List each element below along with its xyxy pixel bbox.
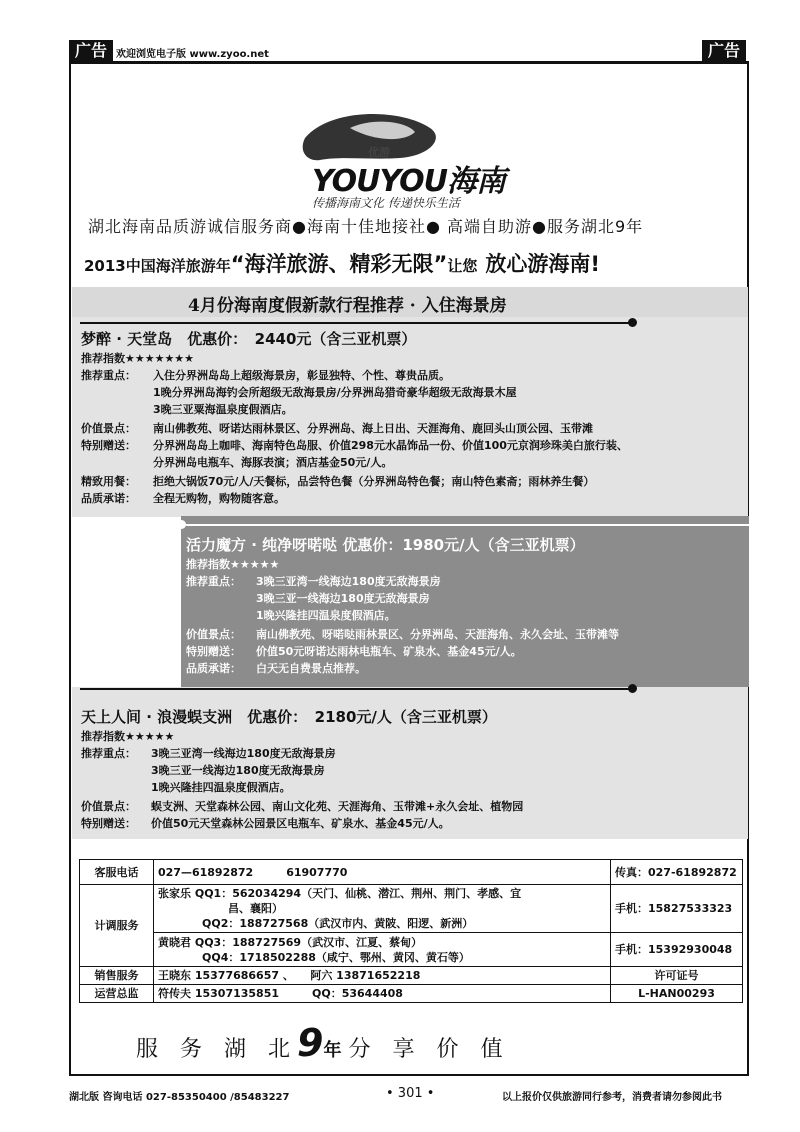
footer-slogan-unit: 年 [323, 1040, 342, 1061]
logo-slogan: 传播海南文化 传递快乐生活 [312, 196, 460, 210]
package-1-promise-label: 品质承诺： [81, 492, 136, 505]
package-3-gift-1: 价值50元天堂森林公园景区电瓶车、矿泉水、基金45元/人。 [151, 817, 450, 830]
ad-tag-left: 广告 [69, 40, 113, 62]
footer-slogan-a: 服 务 湖 北 [136, 1037, 291, 1062]
package-1-title: 梦醉 · 天堂岛 优惠价： 2440元（含三亚机票） [81, 330, 417, 348]
package-3-rule [80, 688, 630, 690]
service-phones: 027—61892872 61907770 [154, 860, 611, 885]
sales: 王晓东 15377686657 、 阿六 13871652218 [154, 967, 611, 985]
package-3-gift-label: 特别赠送： [81, 817, 136, 830]
package-3-dot-icon [628, 684, 637, 693]
package-3-value-label: 价值景点： [81, 800, 136, 813]
agent-1-qq2: QQ2：188727568（武汉市内、黄陂、阳逻、新洲） [202, 917, 474, 930]
package-2-focus-3: 1晚兴隆挂四温泉度假酒店。 [256, 609, 396, 622]
ops-label: 运营总监 [80, 985, 154, 1003]
package-1-value-label: 价值景点： [81, 422, 136, 435]
agent-1-name: 张家乐 [158, 887, 191, 900]
package-1-gift-2: 分界洲岛电瓶车、海豚表演；酒店基金50元/人。 [153, 456, 393, 469]
headline-strong: 放心游海南! [485, 252, 600, 276]
package-2-promise-label: 品质承诺： [186, 662, 241, 675]
rating-label: 推荐指数 [186, 558, 230, 571]
footer-slogan-b: 分 享 价 值 [348, 1037, 503, 1062]
ad-tag-right: 广告 [702, 40, 746, 62]
license-number: L-HAN00293 [611, 985, 743, 1003]
agent-2-name: 黄晓君 [158, 935, 191, 949]
service-label: 客服电话 [80, 860, 154, 885]
agent-1 [154, 885, 611, 933]
package-2-focus-1: 3晚三亚湾一线海边180度无敌海景房 [256, 575, 441, 588]
package-3-focus-3: 1晚兴隆挂四温泉度假酒店。 [151, 781, 291, 794]
page-number: • 301 • [386, 1086, 435, 1101]
logo-small-text: 优游 [368, 146, 390, 159]
rating-label: 推荐指数 [81, 352, 125, 365]
package-2-promise: 白天无自费景点推荐。 [256, 662, 366, 675]
ops: 符传夫 15307135851 QQ：53644408 [154, 985, 611, 1003]
logo-brand: YOUYOU海南 [312, 164, 506, 199]
stars-icon: ★★★★★ [230, 558, 280, 571]
package-2-focus-2: 3晚三亚一线海边180度无敌海景房 [256, 592, 430, 605]
agent-1-qq1-cont: 昌、襄阳） [228, 902, 283, 915]
bottom-left: 湖北版 咨询电话 027-85350400 /85483227 [69, 1092, 290, 1103]
package-1-rating [81, 350, 194, 367]
agent-2-qq4: QQ4：1718502288（咸宁、鄂州、黄冈、黄石等） [202, 950, 470, 964]
package-3-focus-label: 推荐重点： [81, 747, 136, 760]
package-1-dot-icon [628, 318, 637, 327]
stars-icon: ★★★★★★★ [125, 352, 195, 365]
package-2-gift-1: 价值50元呀诺达雨林电瓶车、矿泉水、基金45元/人。 [256, 645, 522, 658]
package-2-value-label: 价值景点： [186, 628, 241, 641]
package-2-rule [186, 524, 749, 526]
sales-label: 销售服务 [80, 967, 154, 985]
fax: 传真：027-61892872 [611, 860, 743, 885]
bottom-right: 以上报价仅供旅游同行参考，消费者请勿参阅此书 [502, 1092, 722, 1103]
package-1-focus-3: 3晚三亚粟海温泉度假酒店。 [153, 403, 293, 416]
package-3-rating [81, 728, 174, 745]
package-1-focus-label: 推荐重点： [81, 369, 136, 382]
agent-1-mobile: 手机：15827533323 [611, 885, 743, 933]
section-title: 4月份海南度假新款行程推荐 · 入住海景房 [188, 296, 507, 316]
logo [290, 108, 530, 208]
headline-mid: 让您 [447, 257, 478, 275]
license-label: 许可证号 [611, 967, 743, 985]
package-1-value: 南山佛教苑、呀诺达雨林景区、分界洲岛、海上日出、天涯海角、鹿回头山顶公园、玉带滩 [153, 422, 593, 435]
package-1-focus-2: 1晚分界洲岛海钓会所超级无敌海景房/分界洲岛猎奇豪华超级无敌海景木屋 [153, 386, 517, 399]
package-2-title: 活力魔方 · 纯净呀喏哒 优惠价：1980元/人（含三亚机票） [186, 536, 585, 554]
agent-2-qq3: QQ3：188727569（武汉市、江夏、蔡甸） [194, 935, 423, 949]
package-1-meal: 拒绝大锅饭70元/人/天餐标，品尝特色餐（分界洲岛特色餐；南山特色素斋；雨林养生餐） [153, 475, 595, 488]
headline-quote: “海洋旅游、精彩无限” [230, 252, 448, 276]
headline [84, 248, 600, 278]
package-3-value: 蜈支洲、天堂森林公园、南山文化苑、天涯海角、玉带滩+永久会址、植物园 [151, 800, 524, 813]
package-1-gift-label: 特别赠送： [81, 439, 136, 452]
package-3-focus-2: 3晚三亚一线海边180度无敌海景房 [151, 764, 325, 777]
package-2-value: 南山佛教苑、呀喏哒雨林景区、分界洲岛、天涯海角、永久会址、玉带滩等 [256, 628, 619, 641]
plan-label: 计调服务 [80, 885, 154, 967]
package-3-focus-1: 3晚三亚湾一线海边180度无敌海景房 [151, 747, 336, 760]
contact-table [79, 859, 743, 1003]
welcome-text: 欢迎浏览电子版 www.zyoo.net [116, 49, 269, 60]
agent-2 [154, 933, 611, 967]
package-1-gift-1: 分界洲岛岛上咖啡、海南特色岛服、价值298元水晶饰品一份、价值100元京润珍珠美白旅行装、 [153, 439, 628, 452]
package-3-title: 天上人间 · 浪漫蜈支洲 优惠价： 2180元/人（含三亚机票） [81, 708, 497, 726]
agent-2-mobile: 手机：15392930048 [611, 933, 743, 967]
agent-1-qq1: QQ1：562034294（天门、仙桃、潜江、荆州、荆门、孝感、宜 [194, 887, 522, 900]
package-1-promise: 全程无购物，购物随客意。 [153, 492, 285, 505]
rating-label: 推荐指数 [81, 730, 125, 743]
footer-slogan-num: 9 [297, 1021, 324, 1065]
package-2-dot-icon [177, 520, 186, 529]
package-1-meal-label: 精致用餐： [81, 475, 136, 488]
package-2-gift-label: 特别赠送： [186, 645, 241, 658]
stars-icon: ★★★★★ [125, 730, 175, 743]
package-2-focus-label: 推荐重点： [186, 575, 241, 588]
tagline: 湖北海南品质游诚信服务商●海南十佳地接社● 高端自助游●服务湖北9年 [88, 217, 644, 236]
headline-prefix: 2013中国海洋旅游年 [84, 257, 231, 275]
footer-slogan [136, 1021, 503, 1065]
package-1-focus-1: 入住分界洲岛岛上超级海景房，彰显独特、个性、尊贵品质。 [153, 369, 450, 382]
package-2-rating [186, 556, 279, 573]
package-1-rule [80, 322, 630, 324]
